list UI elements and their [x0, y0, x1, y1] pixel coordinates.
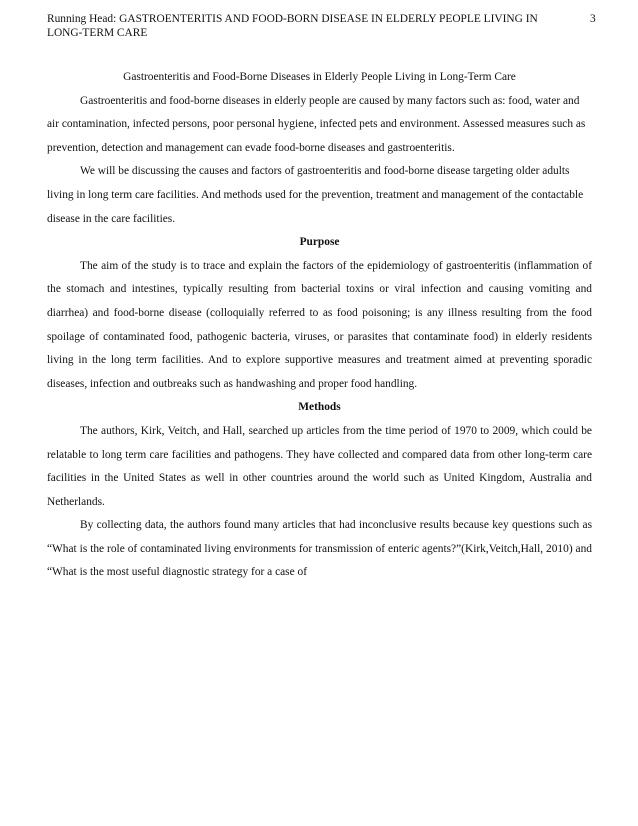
intro-paragraph-1: Gastroenteritis and food-borne diseases in elderly people are caused by many factors such as: food, water and air contamination, infected persons, poor personal hygiene, infected pets and environment. Assessed measures such as prevention, detection and management can evade food-borne diseases and gastroenteritis. — [47, 94, 586, 154]
purpose-paragraph: The aim of the study is to trace and explain the factors of the epidemiology of gastroenteritis (inflammation of the stomach and intestines, typically resulting from bacterial toxins or viral infection and causing vomiting and diarrhea) and food-borne disease (colloquially referred to as food poisoning; is any illness resulting from the food spoilage of contaminated food, pathogenic bacteria, viruses, or parasites that contaminate food) in elderly residents living in the long term facilities. And to explore supportive measures and treatment aimed at preventing sporadic diseases, infection and outbreaks such as handwashing and proper food handling. — [47, 259, 592, 390]
intro-paragraph-2: We will be discussing the causes and factors of gastroenteritis and food-borne disease targeting older adults living in long term care facilities. And methods used for the prevention, treatment and management of the contactable disease in the care facilities. — [47, 165, 584, 225]
methods-paragraph-1: The authors, Kirk, Veitch, and Hall, searched up articles from the time period of 1970 to 2009, which could be relatable to long term care facilities and pathogens. They have collected and compared data from other long-term care facilities in the United States as well in other countries around the world such as United Kingdom, Australia and Netherlands. — [47, 424, 592, 508]
page-number: 3 — [590, 13, 596, 25]
purpose-heading: Purpose — [299, 236, 340, 249]
document-body — [47, 66, 592, 585]
methods-heading: Methods — [298, 401, 341, 414]
methods-paragraph-2: By collecting data, the authors found many articles that had inconclusive results because key questions such as “What is the role of contaminated living environments for transmission of enteric agents?”(Kirk,Veitch,Hall, 2010) and “What is the most useful diagnostic strategy for a case of — [47, 519, 592, 579]
running-head: Running Head: GASTROENTERITIS AND FOOD-BORN DISEASE IN ELDERLY PEOPLE LIVING IN LONG-TERM CARE — [47, 13, 538, 39]
document-title: Gastroenteritis and Food-Borne Diseases in Elderly People Living in Long-Term Care — [123, 71, 516, 83]
